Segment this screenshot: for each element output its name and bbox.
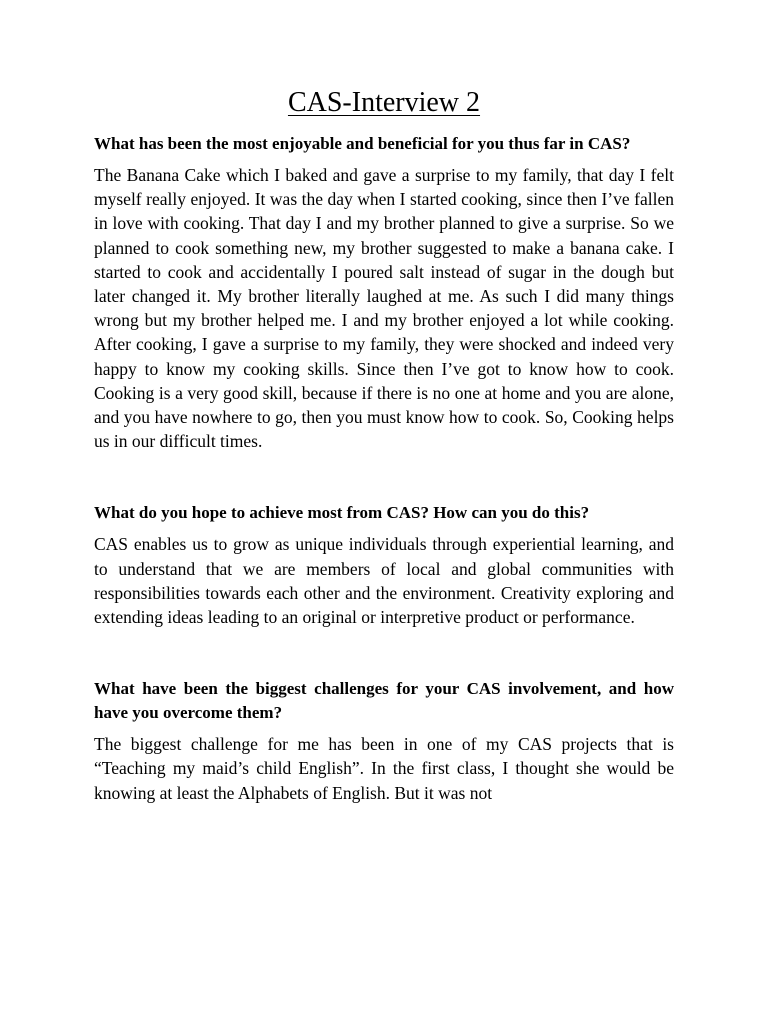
page-title: CAS-Interview 2 [287,87,481,118]
question-2: What do you hope to achieve most from CAS? How can you do this? [94,503,590,523]
answer-2: CAS enables us to grow as unique individuals through experiential learning, and to understand that we are members of local and global communities with responsibilities towards each other and the environment. Creativity exploring and extending ideas leading to an original or interpretive product or performance. [94,534,674,628]
answer-1: The Banana Cake which I baked and gave a surprise to my family, that day I felt myself really enjoyed. It was the day when I started cooking, since then I’ve fallen in love with cooking. That day I and my brother planned to give a surprise. So we planned to cook something new, my brother suggested to make a banana cake. I started to cook and accidentally I poured salt instead of sugar in the dough but later changed it. My brother literally laughed at me. As such I did many things wrong but my brother helped me. I and my brother enjoyed a lot while cooking. After cooking, I gave a surprise to my family, they were shocked and indeed very happy to know my cooking skills. Since then I’ve got to know how to cook. Cooking is a very good skill, because if there is no one at home and you are alone, and you have nowhere to go, then you must know how to cook. So, Cooking helps us in our difficult times. [94,165,674,452]
question-3: What have been the biggest challenges for your CAS involvement, and how have you overcome them? [94,679,674,723]
question-1: What has been the most enjoyable and beneficial for you thus far in CAS? [94,134,631,153]
answer-3: The biggest challenge for me has been in one of my CAS projects that is “Teaching my maid’s child English”. In the first class, I thought she would be knowing at least the Alphabets of English. But it was not [94,734,674,803]
